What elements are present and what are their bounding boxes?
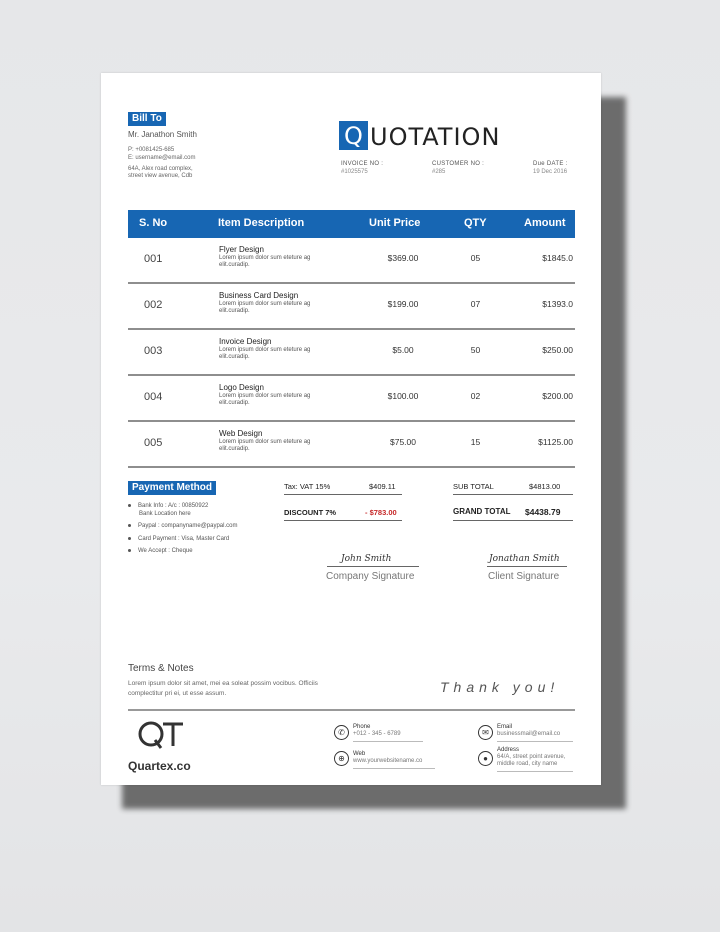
client-name: Mr. Janathon Smith <box>128 130 197 139</box>
payment-card <box>128 535 229 543</box>
bullet-icon <box>128 549 131 552</box>
item-qty: 50 <box>470 345 481 355</box>
address-label: Address <box>497 747 520 753</box>
client-phone: P: +0081425-685 <box>128 147 175 153</box>
item-name: Business Card Design <box>219 291 299 300</box>
table-row <box>128 330 575 376</box>
item-unit-price: $100.00 <box>387 391 419 401</box>
item-name: Flyer Design <box>219 245 264 254</box>
item-qty: 05 <box>470 253 481 263</box>
address-value-line1: 64/A, street point avenue, <box>497 754 566 760</box>
globe-icon: ⊕ <box>334 751 349 766</box>
row-number: 001 <box>144 253 163 265</box>
discount-underline <box>284 520 402 521</box>
row-number: 005 <box>144 437 163 449</box>
payment-bank-info <box>128 502 208 510</box>
company-signature-label: Company Signature <box>326 571 415 582</box>
col-header-qty: QTY <box>464 217 487 229</box>
item-amount: $200.00 <box>542 391 573 401</box>
payment-accept <box>128 547 193 555</box>
paypal-text: Paypal : companyname@paypal.com <box>138 523 238 529</box>
invoice-no-value: #1025575 <box>341 169 368 175</box>
col-header-description: Item Description <box>218 217 305 229</box>
tax-label: Tax: VAT 15% <box>284 482 331 491</box>
item-amount: $250.00 <box>542 345 573 355</box>
item-description: Lorem ipsum dolor sum eteture ag elit.curadip. <box>219 255 311 268</box>
table-row <box>128 422 575 468</box>
address-value-line2: middle road, city name <box>497 761 558 767</box>
item-unit-price: $5.00 <box>392 345 414 355</box>
payment-method-badge: Payment Method <box>128 481 216 495</box>
item-name: Web Design <box>219 429 263 438</box>
item-qty: 15 <box>470 437 481 447</box>
tax-underline <box>284 494 402 495</box>
terms-line2: complectitur pri ei, ut esse assum. <box>128 690 227 697</box>
bullet-icon <box>128 524 131 527</box>
thank-you-text: Thank you! <box>440 679 560 695</box>
email-underline <box>497 741 573 742</box>
phone-label: Phone <box>353 724 371 730</box>
grand-total-value: $4438.79 <box>525 507 561 517</box>
client-email: E: username@email.com <box>128 155 196 161</box>
due-date-label: Due DATE : <box>533 161 568 167</box>
item-qty: 02 <box>470 391 481 401</box>
client-signature-script: Jonathan Smith <box>489 554 560 564</box>
col-header-unit-price: Unit Price <box>369 217 421 229</box>
phone-value: +012 - 345 - 6789 <box>353 731 401 737</box>
card-text: Card Payment : Visa, Master Card <box>138 536 230 542</box>
item-name: Invoice Design <box>219 337 272 346</box>
terms-heading: Terms & Notes <box>128 663 194 674</box>
item-qty: 07 <box>470 299 481 309</box>
customer-no-value: #285 <box>432 169 446 175</box>
email-value: businessmail@email.co <box>497 731 561 737</box>
table-row <box>128 238 575 284</box>
subtotal-label: SUB TOTAL <box>453 482 494 491</box>
item-name: Logo Design <box>219 383 264 392</box>
bullet-icon <box>128 537 131 540</box>
row-number: 003 <box>144 345 163 357</box>
invoice-no-label: INVOICE NO : <box>341 161 384 167</box>
item-unit-price: $75.00 <box>390 437 416 447</box>
discount-value: - $783.00 <box>365 508 397 517</box>
discount-label: DISCOUNT 7% <box>284 508 337 517</box>
col-header-no: S. No <box>139 217 168 229</box>
item-description: Lorem ipsum dolor sum eteture ag elit.curadip. <box>219 301 311 314</box>
quotation-document <box>101 73 601 785</box>
bank-info-text: Bank Info : A/c : 00850922 <box>138 503 209 509</box>
item-description: Lorem ipsum dolor sum eteture ag elit.curadip. <box>219 439 311 452</box>
row-number: 004 <box>144 391 163 403</box>
payment-paypal <box>128 522 237 530</box>
terms-line1: Lorem ipsum dolor sit amet, mei ea soleat possim vocibus. Officiis <box>128 680 318 687</box>
item-description: Lorem ipsum dolor sum eteture ag elit.curadip. <box>219 347 311 360</box>
item-unit-price: $199.00 <box>387 299 419 309</box>
company-signature-line <box>327 566 419 567</box>
row-divider <box>128 466 575 468</box>
phone-underline <box>353 741 423 742</box>
item-description: Lorem ipsum dolor sum eteture ag elit.curadip. <box>219 393 311 406</box>
customer-no-label: CUSTOMER NO : <box>432 161 485 167</box>
client-signature-line <box>487 566 567 567</box>
address-underline <box>497 771 573 772</box>
web-underline <box>353 768 435 769</box>
payment-bank-location: Bank Location here <box>139 511 191 517</box>
email-label: Email <box>497 724 513 730</box>
email-icon: ✉ <box>478 725 493 740</box>
item-amount: $1125.00 <box>538 437 573 447</box>
subtotal-underline <box>453 494 573 495</box>
item-amount: $1845.0 <box>542 253 573 263</box>
items-table-header <box>128 210 575 238</box>
company-name: Quartex.co <box>128 759 191 773</box>
table-row <box>128 376 575 422</box>
accept-text: We Accept : Cheque <box>138 548 193 554</box>
footer-divider <box>128 709 575 711</box>
phone-icon: ✆ <box>334 725 349 740</box>
bullet-icon <box>128 504 131 507</box>
subtotal-value: $4813.00 <box>529 482 561 491</box>
client-signature-label: Client Signature <box>488 571 560 582</box>
document-title: UOTATION <box>370 123 501 151</box>
item-amount: $1393.0 <box>542 299 573 309</box>
bill-to-badge: Bill To <box>128 112 166 126</box>
tax-value: $409.11 <box>369 482 396 491</box>
col-header-amount: Amount <box>524 217 566 229</box>
web-label: Web <box>353 751 366 757</box>
grand-total-underline <box>453 520 573 521</box>
client-address-line2: street view avenue, Cdb <box>128 173 193 179</box>
web-value: www.yourwebsitename.co <box>353 758 423 764</box>
company-signature-script: John Smith <box>341 554 392 564</box>
item-unit-price: $369.00 <box>387 253 419 263</box>
company-logo-icon <box>137 718 187 752</box>
row-number: 002 <box>144 299 163 311</box>
title-initial: Q <box>339 121 368 150</box>
grand-total-label: GRAND TOTAL <box>453 507 511 516</box>
location-pin-icon: ● <box>478 751 493 766</box>
client-address-line1: 64A, Alex road complex, <box>128 166 193 172</box>
due-date-value: 19 Dec 2016 <box>533 169 568 175</box>
table-row <box>128 284 575 330</box>
